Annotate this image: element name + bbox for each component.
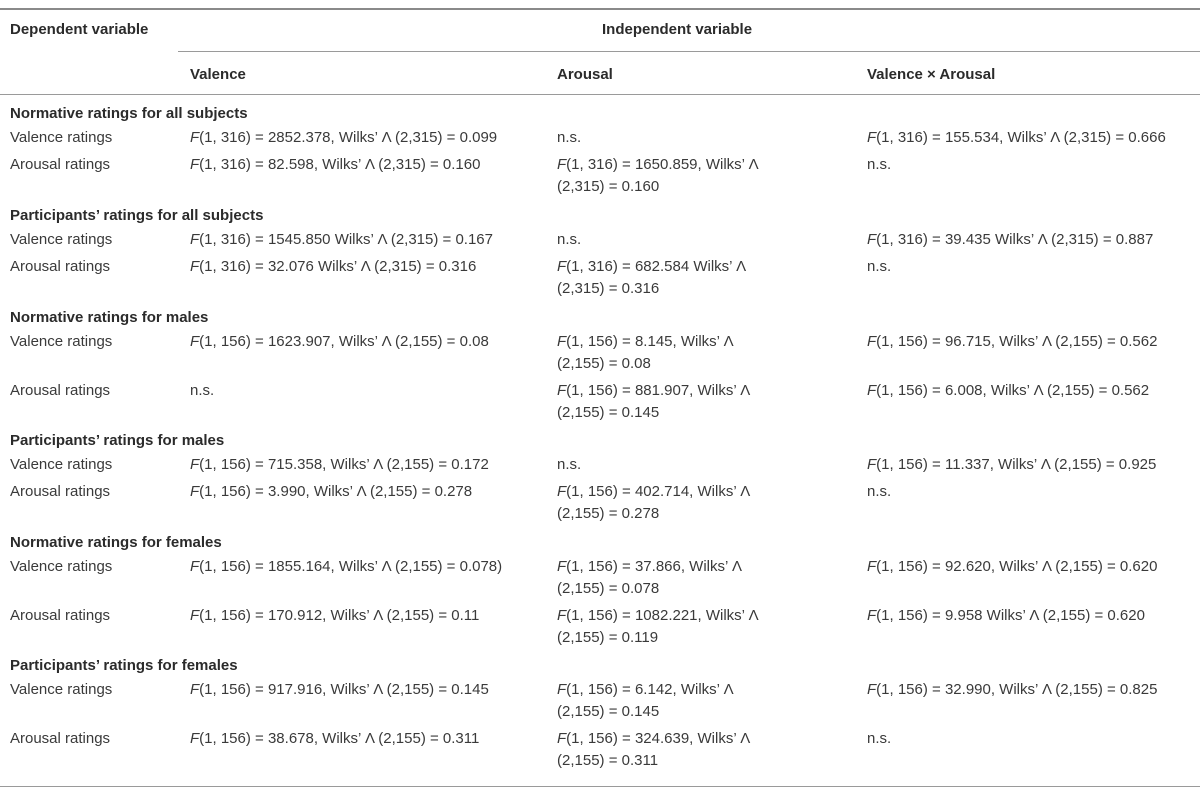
cell-line: F(1, 156) = 6.142, Wilks’ Λ xyxy=(557,681,734,698)
section-title: Participants’ ratings for males xyxy=(10,432,225,449)
section-title: Participants’ ratings for females xyxy=(10,657,238,674)
cell-line: F(1, 156) = 96.715, Wilks’ Λ (2,155) = 0.562 xyxy=(867,333,1158,350)
cell-line: F(1, 316) = 39.435 Wilks’ Λ (2,315) = 0.887 xyxy=(867,231,1154,248)
cell-line: n.s. xyxy=(190,382,215,399)
f-statistic-symbol: F xyxy=(867,607,877,624)
cell-line: F(1, 156) = 3.990, Wilks’ Λ (2,155) = 0.278 xyxy=(190,483,473,500)
header-bottom-rule xyxy=(0,94,1200,95)
column-header-interaction: Valence × Arousal xyxy=(867,66,996,83)
valence-cell xyxy=(190,127,550,149)
f-statistic-symbol: F xyxy=(557,156,567,173)
arousal-cell xyxy=(557,256,857,300)
arousal-cell xyxy=(557,127,857,149)
cell-line: F(1, 156) = 324.639, Wilks’ Λ xyxy=(557,730,751,747)
arousal-cell xyxy=(557,481,857,525)
interaction-cell xyxy=(867,256,1197,278)
cell-line: (2,155) = 0.145 xyxy=(557,404,660,421)
arousal-cell xyxy=(557,331,857,375)
cell-line: (2,155) = 0.08 xyxy=(557,355,651,372)
f-statistic-symbol: F xyxy=(557,483,567,500)
cell-line: F(1, 316) = 682.584 Wilks’ Λ xyxy=(557,258,747,275)
arousal-cell xyxy=(557,679,857,723)
f-statistic-symbol: F xyxy=(867,681,877,698)
cell-line: F(1, 156) = 1623.907, Wilks’ Λ (2,155) = 0.08 xyxy=(190,333,489,350)
row-label: Arousal ratings xyxy=(10,607,111,624)
cell-line: F(1, 156) = 9.958 Wilks’ Λ (2,155) = 0.620 xyxy=(867,607,1145,624)
section-title: Participants’ ratings for all subjects xyxy=(10,207,264,224)
valence-cell xyxy=(190,481,550,503)
table-top-rule xyxy=(0,8,1200,10)
valence-cell xyxy=(190,154,550,176)
arousal-cell xyxy=(557,605,857,649)
interaction-cell xyxy=(867,556,1197,578)
cell-line: (2,315) = 0.316 xyxy=(557,280,660,297)
table-bottom-rule xyxy=(0,786,1200,787)
cell-line: (2,155) = 0.311 xyxy=(557,752,659,769)
cell-line: F(1, 156) = 917.916, Wilks’ Λ (2,155) = 0.145 xyxy=(190,681,489,698)
column-header-arousal: Arousal xyxy=(557,66,613,83)
f-statistic-symbol: F xyxy=(190,681,200,698)
section-title: Normative ratings for females xyxy=(10,534,222,551)
independent-variable-rule xyxy=(178,51,1200,52)
row-label: Valence ratings xyxy=(10,129,113,146)
cell-line: F(1, 156) = 92.620, Wilks’ Λ (2,155) = 0.620 xyxy=(867,558,1158,575)
cell-line: F(1, 156) = 8.145, Wilks’ Λ xyxy=(557,333,734,350)
cell-line: F(1, 156) = 38.678, Wilks’ Λ (2,155) = 0.311 xyxy=(190,730,480,747)
cell-line: n.s. xyxy=(867,730,892,747)
cell-line: F(1, 156) = 1082.221, Wilks’ Λ xyxy=(557,607,759,624)
cell-line: F(1, 156) = 32.990, Wilks’ Λ (2,155) = 0.825 xyxy=(867,681,1158,698)
f-statistic-symbol: F xyxy=(557,258,567,275)
row-label: Arousal ratings xyxy=(10,156,111,173)
f-statistic-symbol: F xyxy=(867,382,877,399)
interaction-cell xyxy=(867,454,1197,476)
f-statistic-symbol: F xyxy=(557,382,567,399)
cell-line: F(1, 156) = 402.714, Wilks’ Λ xyxy=(557,483,751,500)
row-label: Arousal ratings xyxy=(10,483,111,500)
arousal-cell xyxy=(557,556,857,600)
f-statistic-symbol: F xyxy=(867,129,877,146)
cell-line: n.s. xyxy=(867,156,892,173)
cell-line: F(1, 316) = 2852.378, Wilks’ Λ (2,315) = 0.099 xyxy=(190,129,498,146)
cell-line: (2,315) = 0.160 xyxy=(557,178,660,195)
valence-cell xyxy=(190,679,550,701)
section-title: Normative ratings for males xyxy=(10,309,209,326)
arousal-cell xyxy=(557,380,857,424)
cell-line: F(1, 156) = 37.866, Wilks’ Λ xyxy=(557,558,742,575)
cell-line: F(1, 156) = 11.337, Wilks’ Λ (2,155) = 0.925 xyxy=(867,456,1157,473)
interaction-cell xyxy=(867,331,1197,353)
section-title: Normative ratings for all subjects xyxy=(10,105,248,122)
arousal-cell xyxy=(557,454,857,476)
cell-line: F(1, 156) = 1855.164, Wilks’ Λ (2,155) = 0.078) xyxy=(190,558,503,575)
interaction-cell xyxy=(867,127,1197,149)
cell-line: (2,155) = 0.145 xyxy=(557,703,660,720)
f-statistic-symbol: F xyxy=(190,258,200,275)
valence-cell xyxy=(190,728,550,750)
f-statistic-symbol: F xyxy=(867,231,877,248)
f-statistic-symbol: F xyxy=(190,607,200,624)
arousal-cell xyxy=(557,728,857,772)
f-statistic-symbol: F xyxy=(557,607,567,624)
valence-cell xyxy=(190,380,550,402)
f-statistic-symbol: F xyxy=(557,681,567,698)
row-label: Arousal ratings xyxy=(10,730,111,747)
column-header-valence: Valence xyxy=(190,66,246,83)
interaction-cell xyxy=(867,154,1197,176)
f-statistic-symbol: F xyxy=(867,558,877,575)
interaction-cell xyxy=(867,728,1197,750)
cell-line: n.s. xyxy=(557,456,582,473)
f-statistic-symbol: F xyxy=(867,456,877,473)
dependent-variable-header: Dependent variable xyxy=(10,21,149,38)
valence-cell xyxy=(190,229,550,251)
f-statistic-symbol: F xyxy=(190,558,200,575)
cell-line: F(1, 156) = 715.358, Wilks’ Λ (2,155) = 0.172 xyxy=(190,456,489,473)
cell-line: F(1, 156) = 170.912, Wilks’ Λ (2,155) = 0.11 xyxy=(190,607,480,624)
interaction-cell xyxy=(867,380,1197,402)
f-statistic-symbol: F xyxy=(557,333,567,350)
interaction-cell xyxy=(867,679,1197,701)
interaction-cell xyxy=(867,481,1197,503)
arousal-cell xyxy=(557,154,857,198)
valence-cell xyxy=(190,556,550,578)
cell-line: n.s. xyxy=(867,258,892,275)
f-statistic-symbol: F xyxy=(190,333,200,350)
independent-variable-header: Independent variable xyxy=(602,21,753,38)
row-label: Arousal ratings xyxy=(10,258,111,275)
f-statistic-symbol: F xyxy=(190,483,200,500)
valence-cell xyxy=(190,605,550,627)
f-statistic-symbol: F xyxy=(190,129,200,146)
valence-cell xyxy=(190,256,550,278)
f-statistic-symbol: F xyxy=(867,333,877,350)
cell-line: F(1, 316) = 1545.850 Wilks’ Λ (2,315) = 0.167 xyxy=(190,231,493,248)
row-label: Valence ratings xyxy=(10,558,113,575)
cell-line: n.s. xyxy=(557,129,582,146)
row-label: Valence ratings xyxy=(10,456,113,473)
cell-line: F(1, 156) = 6.008, Wilks’ Λ (2,155) = 0.562 xyxy=(867,382,1150,399)
valence-cell xyxy=(190,454,550,476)
row-label: Valence ratings xyxy=(10,231,113,248)
f-statistic-symbol: F xyxy=(190,730,200,747)
interaction-cell xyxy=(867,229,1197,251)
cell-line: n.s. xyxy=(557,231,582,248)
row-label: Valence ratings xyxy=(10,333,113,350)
interaction-cell xyxy=(867,605,1197,627)
f-statistic-symbol: F xyxy=(557,558,567,575)
f-statistic-symbol: F xyxy=(190,456,200,473)
cell-line: F(1, 156) = 881.907, Wilks’ Λ xyxy=(557,382,751,399)
f-statistic-symbol: F xyxy=(190,156,200,173)
cell-line: (2,155) = 0.119 xyxy=(557,629,659,646)
cell-line: (2,155) = 0.278 xyxy=(557,505,660,522)
cell-line: F(1, 316) = 1650.859, Wilks’ Λ xyxy=(557,156,759,173)
row-label: Valence ratings xyxy=(10,681,113,698)
cell-line: (2,155) = 0.078 xyxy=(557,580,660,597)
valence-cell xyxy=(190,331,550,353)
f-statistic-symbol: F xyxy=(190,231,200,248)
row-label: Arousal ratings xyxy=(10,382,111,399)
cell-line: F(1, 316) = 82.598, Wilks’ Λ (2,315) = 0.160 xyxy=(190,156,481,173)
cell-line: F(1, 316) = 32.076 Wilks’ Λ (2,315) = 0.316 xyxy=(190,258,477,275)
f-statistic-symbol: F xyxy=(557,730,567,747)
arousal-cell xyxy=(557,229,857,251)
cell-line: n.s. xyxy=(867,483,892,500)
cell-line: F(1, 316) = 155.534, Wilks’ Λ (2,315) = 0.666 xyxy=(867,129,1166,146)
